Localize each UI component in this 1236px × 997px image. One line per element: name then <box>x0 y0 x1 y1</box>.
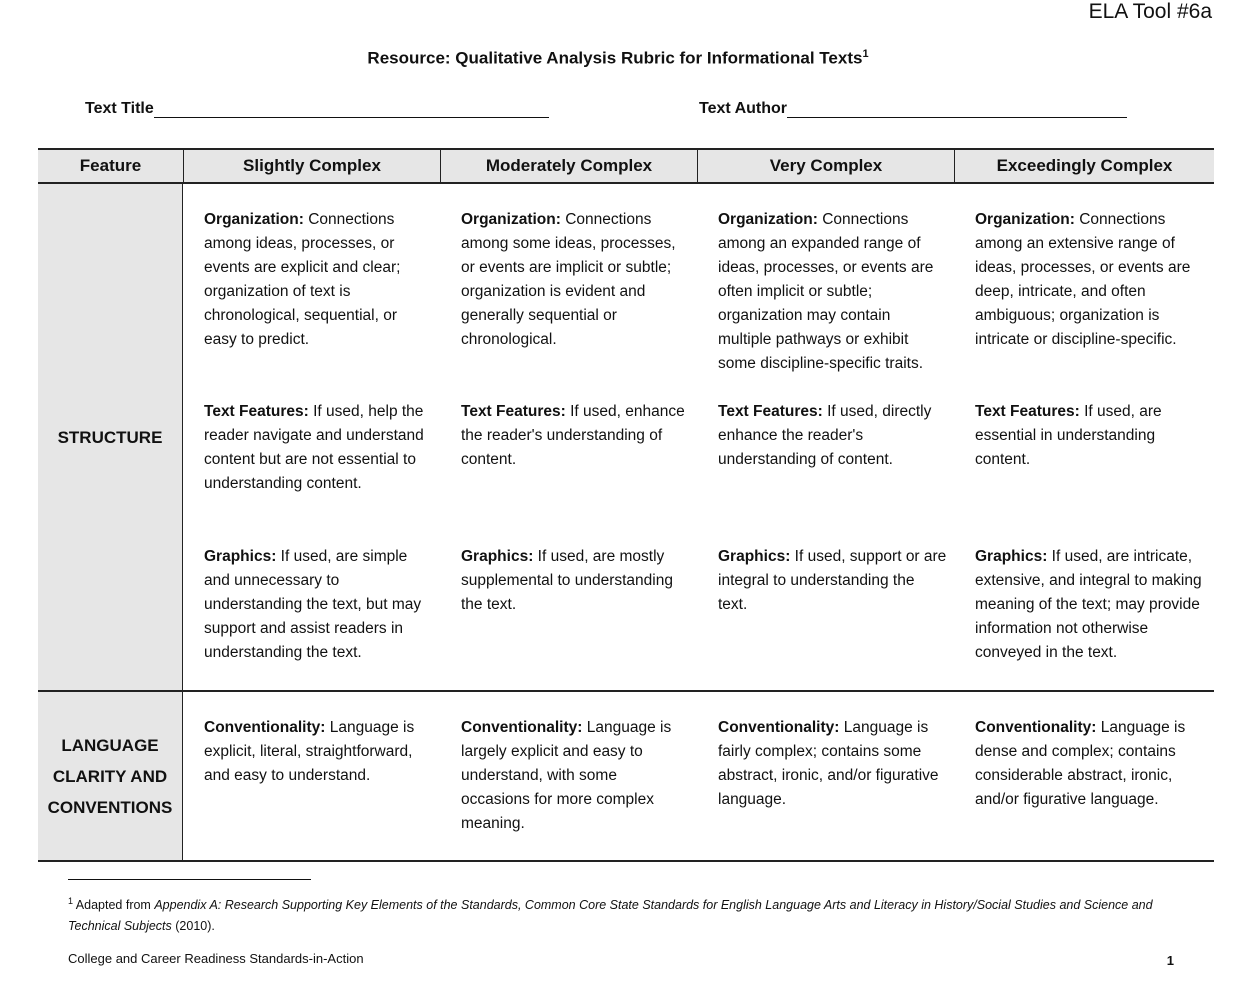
feature-cell-language-clarity <box>38 692 183 860</box>
rubric-row-structure <box>38 184 1214 692</box>
criterion-text: Language is largely explicit and easy to understand, with some occasions for more complex meaning. <box>461 719 672 832</box>
criterion-graphics <box>204 545 434 665</box>
criterion-label: Text Features: <box>461 403 566 420</box>
cell-structure-exceedingly-complex <box>954 184 1214 690</box>
criterion-conventionality <box>204 716 430 788</box>
cell-structure-very-complex <box>697 184 954 690</box>
feature-label-line: CLARITY AND <box>52 766 168 786</box>
feature-label-line: LANGUAGE <box>61 735 159 755</box>
criterion-text: If used, are simple and unnecessary to understanding the text, but may support and assist readers in understanding the text. <box>204 548 422 661</box>
footnote-source-title: Appendix A: Research Supporting Key Elements of the Standards, Common Core State Standards for English Language Arts and Literacy in History/Social Studies and Science and Technical Subjects <box>68 898 1153 934</box>
criterion-text: If used, directly enhance the reader's understanding of content. <box>718 403 932 468</box>
criterion-text-features <box>461 400 691 472</box>
criterion-text: Language is fairly complex; contains some abstract, ironic, and/or figurative language. <box>718 719 939 808</box>
cell-language-slightly-complex <box>183 692 440 860</box>
title-footnote-marker: 1 <box>862 48 869 60</box>
criterion-text: Connections among ideas, processes, or events are explicit and clear; organization of text is chronological, sequential, or easy to predict. <box>204 211 401 348</box>
cell-language-moderately-complex <box>440 692 697 860</box>
rubric-header-row <box>38 148 1214 184</box>
criterion-text-features <box>718 400 948 472</box>
criterion-organization <box>461 208 691 352</box>
criterion-label: Organization: <box>204 211 304 228</box>
criterion-text: Language is dense and complex; contains considerable abstract, ironic, and/or figurative language. <box>975 719 1186 808</box>
criterion-text: If used, help the reader navigate and understand content but are not essential to understanding content. <box>204 403 424 492</box>
cell-structure-moderately-complex <box>440 184 697 690</box>
feature-cell-structure <box>38 184 183 690</box>
criterion-text-features <box>204 400 434 496</box>
criterion-label: Graphics: <box>204 548 277 565</box>
footer-text: College and Career Readiness Standards-in-Action <box>68 951 364 966</box>
criterion-text-features <box>975 400 1208 472</box>
criterion-organization <box>975 208 1208 352</box>
criterion-graphics <box>975 545 1208 665</box>
page-number: 1 <box>1166 953 1174 968</box>
criterion-label: Conventionality: <box>461 719 583 736</box>
criterion-label: Graphics: <box>718 548 791 565</box>
criterion-label: Organization: <box>461 211 561 228</box>
footnote-marker: 1 <box>68 896 74 906</box>
criterion-graphics <box>461 545 691 617</box>
rubric-row-language-clarity <box>38 692 1214 862</box>
column-header-moderately-complex: Moderately Complex <box>440 150 697 182</box>
criterion-conventionality <box>975 716 1204 812</box>
cell-language-exceedingly-complex <box>954 692 1214 860</box>
cell-language-very-complex <box>697 692 954 860</box>
criterion-conventionality <box>461 716 687 836</box>
criterion-organization <box>718 208 948 376</box>
criterion-conventionality <box>718 716 944 812</box>
text-author-blank-line <box>787 99 1127 118</box>
criterion-organization <box>204 208 434 352</box>
footnote-prefix: Adapted from <box>73 898 155 913</box>
criterion-label: Organization: <box>718 211 818 228</box>
feature-label-line: CONVENTIONS <box>47 797 173 817</box>
criterion-label: Text Features: <box>718 403 823 420</box>
column-header-feature: Feature <box>79 156 142 175</box>
criterion-label: Graphics: <box>461 548 534 565</box>
document-title <box>0 48 1236 69</box>
criterion-label: Conventionality: <box>204 719 326 736</box>
footnote-separator <box>68 879 311 880</box>
criterion-text: If used, support or are integral to understanding the text. <box>718 548 947 613</box>
column-header-slightly-complex: Slightly Complex <box>183 150 440 182</box>
criterion-label: Organization: <box>975 211 1075 228</box>
footnote <box>68 891 1188 937</box>
rubric-table <box>38 148 1214 862</box>
tool-label: ELA Tool #6a <box>1088 0 1212 23</box>
criterion-label: Text Features: <box>975 403 1080 420</box>
criterion-text: If used, are essential in understanding content. <box>975 403 1162 468</box>
text-author-label: Text Author <box>699 100 787 117</box>
criterion-text: If used, enhance the reader's understanding of content. <box>461 403 685 468</box>
criterion-label: Conventionality: <box>975 719 1097 736</box>
criterion-text: If used, are mostly supplemental to understanding the text. <box>461 548 673 613</box>
criterion-text: Connections among an extensive range of ideas, processes, or events are deep, intricate, and often ambiguous; organization is intricate or discipline-specific. <box>975 211 1191 348</box>
title-text: Resource: Qualitative Analysis Rubric for Informational Texts <box>367 48 863 68</box>
text-title-field <box>85 99 549 118</box>
feature-label-line: STRUCTURE <box>57 427 163 447</box>
text-title-blank-line <box>154 99 549 118</box>
criterion-label: Conventionality: <box>718 719 840 736</box>
criterion-text: If used, are intricate, extensive, and integral to making meaning of the text; may provide information not otherwise conveyed in the text. <box>975 548 1202 661</box>
text-title-label: Text Title <box>85 100 154 117</box>
criterion-text: Connections among some ideas, processes, or events are implicit or subtle; organization is evident and generally sequential or chronological. <box>461 211 676 348</box>
column-header-exceedingly-complex: Exceedingly Complex <box>954 150 1214 182</box>
criterion-text: Language is explicit, literal, straightforward, and easy to understand. <box>204 719 415 784</box>
criterion-label: Graphics: <box>975 548 1048 565</box>
criterion-text: Connections among an expanded range of ideas, processes, or events are often implicit or subtle; organization may contain multiple pathways or exhibit some discipline-specific traits. <box>718 211 934 372</box>
criterion-graphics <box>718 545 948 617</box>
footnote-suffix: (2010). <box>171 919 215 934</box>
column-header-very-complex: Very Complex <box>697 150 954 182</box>
text-author-field <box>699 99 1127 118</box>
cell-structure-slightly-complex <box>183 184 440 690</box>
criterion-label: Text Features: <box>204 403 309 420</box>
